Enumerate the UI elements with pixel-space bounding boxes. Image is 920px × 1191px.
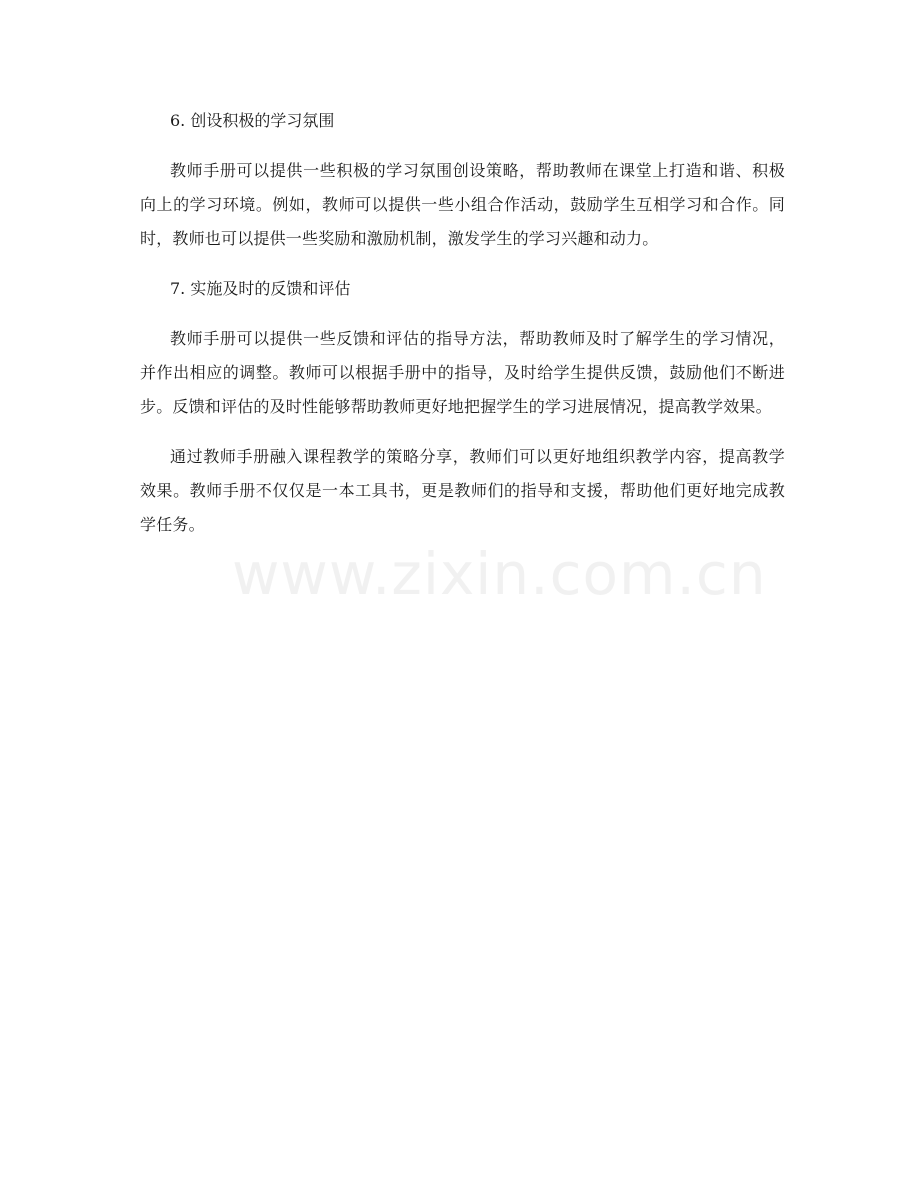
conclusion-paragraph: 通过教师手册融入课程教学的策略分享，教师们可以更好地组织教学内容，提高教学效果。教师手册不仅仅是一本工具书，更是教师们的指导和支援，帮助他们更好地完成教学任务。: [140, 447, 785, 534]
section-paragraph-7: 教师手册可以提供一些反馈和评估的指导方法，帮助教师及时了解学生的学习情况，并作出相应的调整。教师可以根据手册中的指导，及时给学生提供反馈，鼓励他们不断进步。反馈和评估的及时性能够帮助教师更好地把握学生的学习进展情况，提高教学效果。: [140, 329, 785, 416]
watermark: www.zixin.com.cn: [232, 540, 767, 608]
section-heading-7: 7. 实施及时的反馈和评估: [170, 279, 351, 298]
document-body: [140, 104, 785, 558]
section-paragraph-6: 教师手册可以提供一些积极的学习氛围创设策略，帮助教师在课堂上打造和谐、积极向上的学习环境。例如，教师可以提供一些小组合作活动，鼓励学生互相学习和合作。同时，教师也可以提供一些奖励和激励机制，激发学生的学习兴趣和动力。: [140, 161, 785, 248]
section-heading-6: 6. 创设积极的学习氛围: [170, 111, 335, 130]
